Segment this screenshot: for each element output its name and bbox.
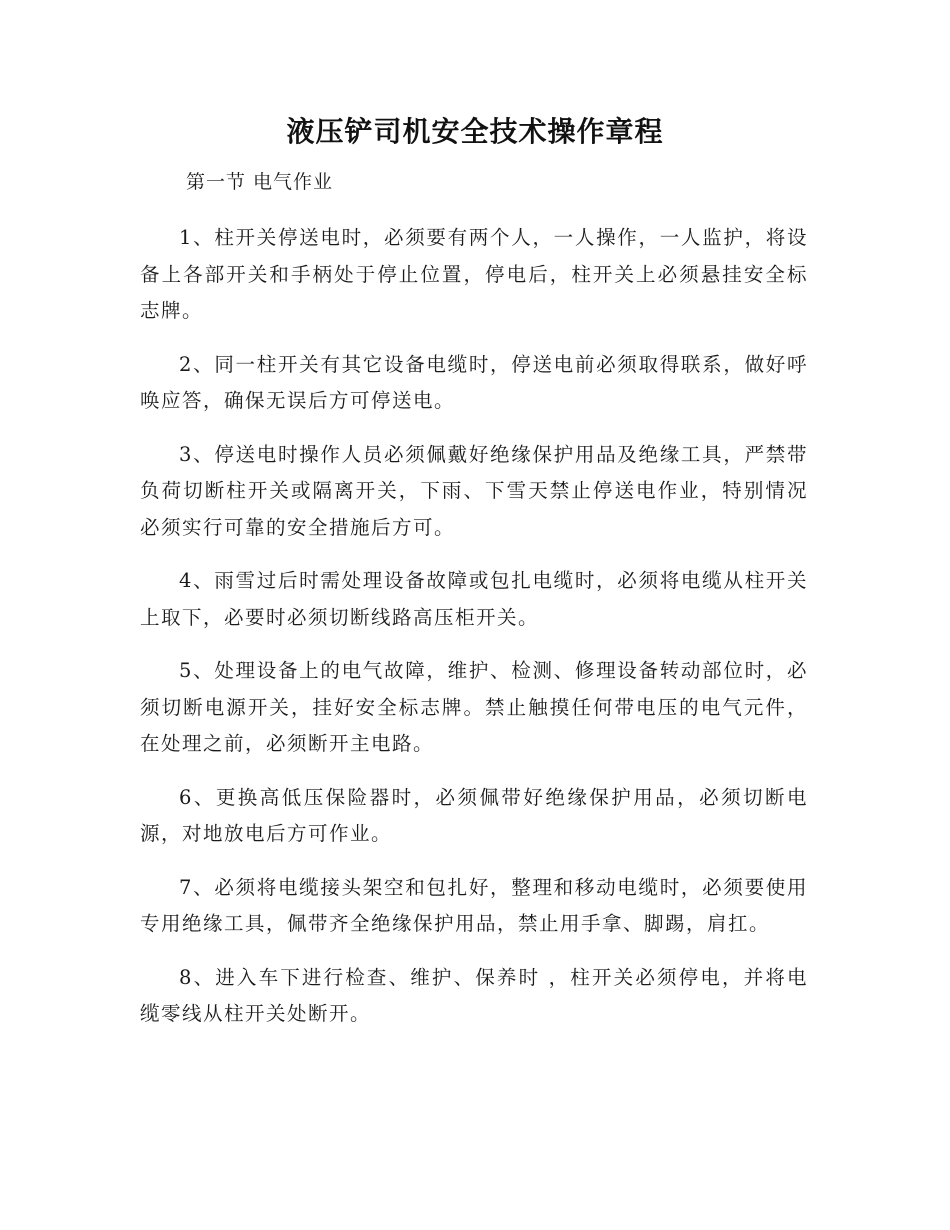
paragraph-8: 8、进入车下进行检查、维护、保养时 ，柱开关必须停电，并将电缆零线从柱开关处断开。 bbox=[140, 965, 808, 1025]
paragraph-3: 3、停送电时操作人员必须佩戴好绝缘保护用品及绝缘工具，严禁带负荷切断柱开关或隔离开关，下雨、下雪天禁止停送电作业，特别情况必须实行可靠的安全措施后方可。 bbox=[140, 442, 808, 539]
document-title: 液压铲司机安全技术操作章程 bbox=[286, 115, 664, 148]
paragraph-5: 5、处理设备上的电气故障，维护、检测、修理设备转动部位时，必须切断电源开关，挂好安全标志牌。禁止触摸任何带电压的电气元件，在处理之前，必须断开主电路。 bbox=[140, 659, 808, 755]
paragraph-6: 6、更换高低压保险器时，必须佩带好绝缘保护用品，必须切断电源，对地放电后方可作业。 bbox=[140, 785, 808, 845]
section-heading: 第一节 电气作业 bbox=[186, 171, 334, 193]
paragraph-1: 1、柱开关停送电时，必须要有两个人，一人操作，一人监护，将设备上各部开关和手柄处于停止位置，停电后，柱开关上必须悬挂安全标志牌。 bbox=[140, 226, 808, 322]
document-body bbox=[140, 220, 808, 1050]
paragraph-4: 4、雨雪过后时需处理设备故障或包扎电缆时，必须将电缆从柱开关上取下，必要时必须切断线路高压柜开关。 bbox=[140, 569, 808, 629]
paragraph-2: 2、同一柱开关有其它设备电缆时，停送电前必须取得联系，做好呼唤应答，确保无误后方可停送电。 bbox=[140, 352, 808, 412]
paragraph-7: 7、必须将电缆接头架空和包扎好，整理和移动电缆时，必须要使用专用绝缘工具，佩带齐全绝缘保护用品，禁止用手拿、脚踢，肩扛。 bbox=[140, 875, 808, 935]
